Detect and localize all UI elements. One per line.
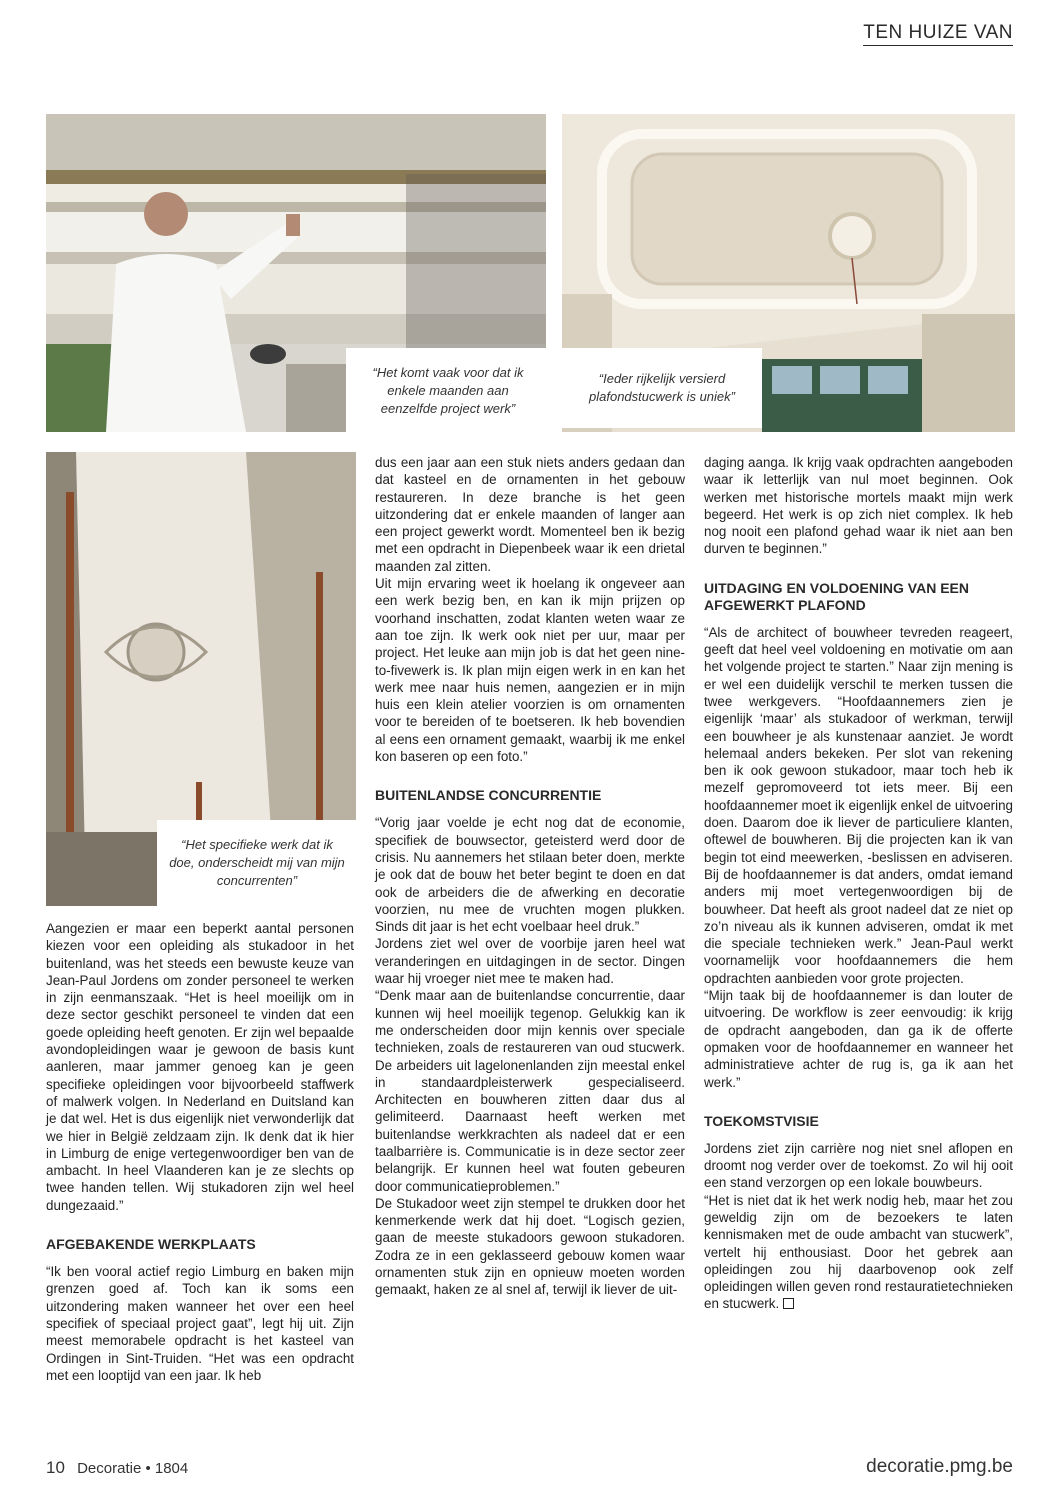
paragraph: dus een jaar aan een stuk niets anders gedaan dan dat kasteel en de ornamenten in het gebouw restaureren. In deze branche is het geen uitzondering dat er enkele maanden of langer aan een project gewerkt wordt. Momenteel ben ik bezig met een opdracht in Diepenbeek waar ik een drietal maanden zal zitten.: [375, 455, 685, 574]
page-number: 10: [46, 1458, 65, 1477]
paragraph: “Ik ben vooral actief regio Limburg en baken mijn grenzen goed af. Toch kan ik soms een uitzondering maken wanneer het over een heel specifiek of speciaal project gaat”, legt hij uit. Zijn meest memorabele opdracht is het kasteel van Ordingen in Sint-Truiden. “Het was een opdracht met een looptijd van een jaar. Ik heb: [46, 1264, 354, 1383]
article-column-3: [704, 454, 1013, 1313]
article-column-1: [46, 920, 354, 1384]
article-column-2: [375, 454, 685, 1299]
subheading-afgebakende-werkplaats: AFGEBAKENDE WERKPLAATS: [46, 1236, 256, 1253]
paragraph: Uit mijn ervaring weet ik hoelang ik ongeveer aan een werk bezig ben, en kan ik mijn prijzen op voorhand inschatten, zodat klanten weten waar ze aan toe zijn. Ik werk ook niet per uur, maar per project. Het leuke aan mijn job is dat het geen nine-to-fivewerk is. Ik plan mijn eigen werk in en kan het werk mee naar huis nemen, aangezien er in mijn huis een klein atelier voorzien is om ornamenten voor te bereiden of te boetseren. Ik heb bovendien al eens een ornament gemaakt, waarbij ik me enkel kon baseren op een foto.”: [375, 576, 685, 765]
section-label: TEN HUIZE VAN: [863, 22, 1013, 46]
subheading-uitdaging-en-voldoening: UITDAGING EN VOLDOENING VAN EEN AFGEWERKT PLAFOND: [704, 579, 969, 613]
subheading-buitenlandse-concurrentie: BUITENLANDSE CONCURRENTIE: [375, 787, 602, 804]
caption-photo-2: [562, 348, 762, 428]
caption-text: “Het komt vaak voor dat ik enkele maanden aan eenzelfde project werk”: [372, 365, 524, 416]
paragraph: De Stukadoor weet zijn stempel te drukken door het kenmerkende werk dat hij doet. “Logisch gezien, gaan de meeste stukadoors gewoon stukadoren. Zodra ze in een geklasseerd gebouw komen waar ornamenten stuk zijn en opnieuw moeten worden gemaakt, haken ze al snel af, terwijl ik liever de uit-: [375, 1195, 685, 1298]
paragraph: “Vorig jaar voelde je echt nog dat de economie, specifiek de bouwsector, geteisterd werd door de crisis. Nu aannemers het stilaan beter doen, merkte je ook dat de bouw het beter begint te doen en dat ook de arbeiders die de afwerking en decoratie voorzien, nu mee de vruchten mogen plukken. Sinds dit jaar is het echt voelbaar heel druk.”: [375, 815, 685, 935]
paragraph: daging aanga. Ik krijg vaak opdrachten aangeboden waar ik letterlijk van nul moet beginnen. Ook werken met historische mortels maakt mijn werk begeerd. Het werk is op zich niet complex. Ik heb nog nooit een plafond gehad waar ik niet aan ben durven te beginnen.”: [704, 455, 1013, 557]
page-folio: [46, 1458, 188, 1478]
paragraph-text: “Het is niet dat ik het werk nodig heb, maar het zou geweldig zijn om de bezoekers te laten kennismaken met de oude ambacht van stucwerk”, vertelt hij enthousiast. Door het gebrek aan opleidingen zou hij daarbovenop ook zelf opleidingen willen geven rond restauratietechnieken en stucwerk.: [704, 1192, 1013, 1312]
subheading-toekomstvisie: TOEKOMSTVISIE: [704, 1112, 819, 1129]
paragraph: Jordens ziet wel over de voorbije jaren heel wat veranderingen en uitdagingen in de sector. Dingen waar hij vroeger niet mee te maken had.: [375, 936, 685, 987]
caption-text: “Ieder rijkelijk versierd plafondstucwerk is uniek”: [589, 371, 735, 404]
paragraph: Aangezien er maar een beperkt aantal personen kiezen voor een opleiding als stukadoor in het buitenland, was het steeds een bewuste keuze van Jean-Paul Jordens om zonder personeel te werken in zijn eenmanszaak. “Het is heel moeilijk om in deze sector geschikt personeel te vinden dat een goede opleiding heeft genoten. Er zijn wel bepaalde avondopleidingen waar je gewoon de basis kunt aanleren, maar jammer genoeg kan je geen specifieke opleidingen voor bijvoorbeeld staffwerk of malwerk volgen. In Nederland en Duitsland kan je dat wel. Het is dus eigenlijk niet verwonderlijk dat we hier in België zeldzaam zijn. Ik denk dat ik hier in Limburg de enige vertegenwoordiger ben van de ambacht. In heel Vlaanderen kan je ze slechts op twee handen tellen. Wij stukadoren zijn wel heel dungezaaid.”: [46, 921, 354, 1213]
magazine-issue: Decoratie • 1804: [77, 1460, 189, 1477]
website-url: decoratie.pmg.be: [866, 1456, 1013, 1477]
paragraph: “Mijn taak bij de hoofdaannemer is dan louter de uitvoering. De workflow is zeer eenvoudig: ik krijg de opdracht aangeboden, dan ga ik de offerte opmaken voor de hoofdaannemer en wanneer het administratieve achter de rug is, ga ik aan het werk.”: [704, 988, 1013, 1090]
caption-photo-3: [157, 820, 357, 906]
paragraph: “Denk maar aan de buitenlandse concurrentie, daar kunnen wij heel moeilijk tegenop. Gelukkig kan ik me onderscheiden door mijn kennis over speciale technieken, zoals de restaureren van oud stucwerk. De arbeiders uit lagelonenlanden zijn meestal enkel in standaardpleisterwerk gespecialiseerd. Architecten en bouwheren zitten daar dus al gelimiteerd. Daarnaast heeft werken met buitenlandse werkkrachten als nadeel dat er een taalbarrière is. Communicatie is in deze sector zeer belangrijk. Er kunnen heel wat fouten gebeuren door communicatieproblemen.”: [375, 988, 685, 1194]
end-of-article-icon: [783, 1298, 794, 1309]
paragraph: Jordens ziet zijn carrière nog niet snel aflopen en droomt nog verder over de toekomst. Zo wil hij ooit een stand verzorgen op een lokale bouwbeurs.: [704, 1140, 1013, 1191]
paragraph: “Als de architect of bouwheer tevreden reageert, geeft dat heel veel voldoening en motivatie om aan het volgende project te starten.” Naar zijn mening is er wel een duidelijk verschil te merken tussen die twee werkgevers. “Hoofdaannemers zien je eigenlijk ‘maar’ als stukadoor of werkman, terwijl een bouwheer je als kunstenaar aanziet. Je wordt helemaal anders bekeken. Per slot van rekening ben ik ook gewoon stukadoor, maar toch heb ik mezelf gepromoveerd tot iets meer. Bij een hoofdaannemer moet ik eigenlijk enkel de uitvoering doen. Daarom doe ik liever de particuliere klanten, oftewel de bouwheren. Bij die projecten kan ik van begin tot eind meewerken, -beslissen en adviseren. Bij de hoofdaannemer is dat anders, omdat iemand anders mij moet vertegenwoordigen bij de bouwheer. Dat heeft als groot nadeel dat ze niet op zo’n niveau als ik kunnen adviseren, omdat ik met die speciale technieken werk.” Jean-Paul werkt voornamelijk voor hoofdaannemers die hem opdrachten aanbieden voor grote projecten.: [704, 624, 1013, 986]
caption-photo-1: [346, 348, 550, 434]
caption-text: “Het specifieke werk dat ik doe, onderscheidt mij van mijn concurrenten”: [169, 837, 345, 888]
paragraph: [704, 1192, 1013, 1313]
